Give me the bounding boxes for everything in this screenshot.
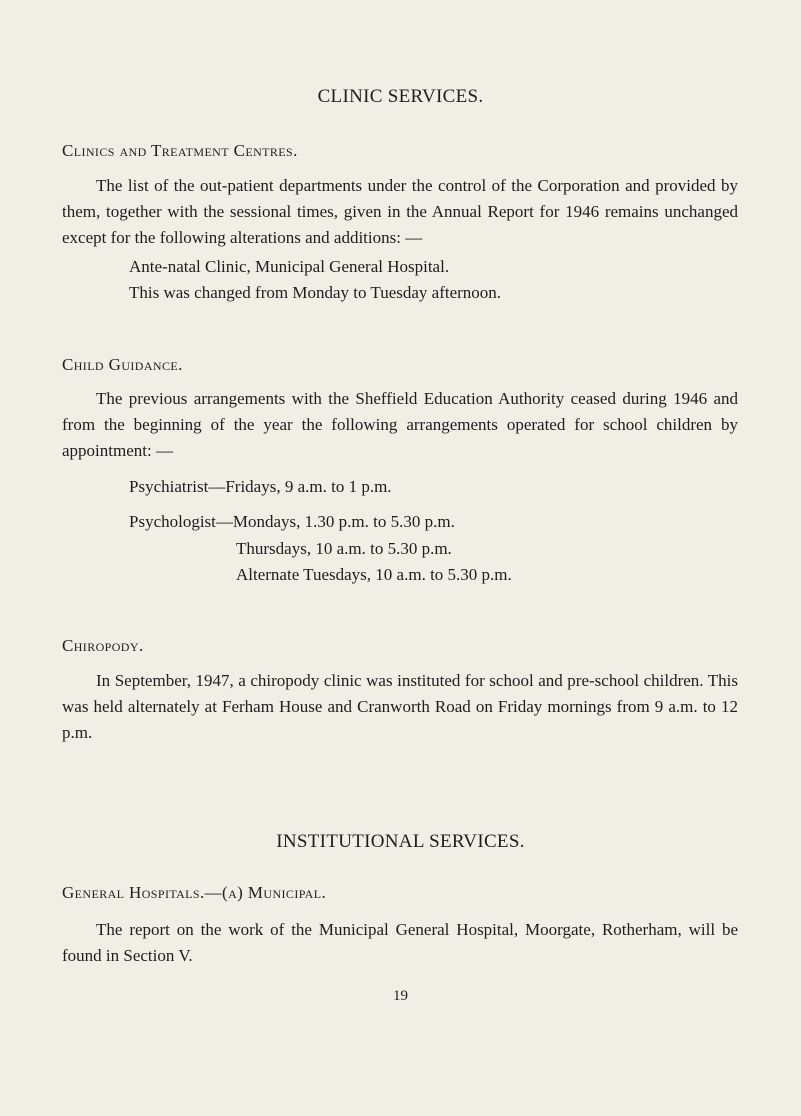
section-title-general-hospitals: General Hospitals.—(a) Municipal. <box>62 883 327 902</box>
line-ante-natal-clinic: Ante-natal Clinic, Municipal General Hospital. <box>129 257 450 276</box>
section-title-child-guidance: Child Guidance. <box>62 355 183 374</box>
paragraph-chiropody: In September, 1947, a chiropody clinic was instituted for school and pre-school children. This was held alternately at Ferham House and Cranworth Road on Friday mornings from 9 a.m. to 12 p.m. <box>62 671 738 742</box>
line-changed-day: This was changed from Monday to Tuesday afternoon. <box>129 283 502 302</box>
line-alternate-tuesdays: Alternate Tuesdays, 10 a.m. to 5.30 p.m. <box>236 565 512 584</box>
line-thursdays: Thursdays, 10 a.m. to 5.30 p.m. <box>236 539 452 558</box>
section-title-clinics: Clinics and Treatment Centres. <box>62 141 298 160</box>
line-psychologist: Psychologist—Mondays, 1.30 p.m. to 5.30 p.m. <box>129 512 455 531</box>
line-psychiatrist: Psychiatrist—Fridays, 9 a.m. to 1 p.m. <box>129 477 392 496</box>
paragraph-child-guidance: The previous arrangements with the Sheffield Education Authority ceased during 1946 and from the beginning of the year the following arrangements operated for school children by appointment: — <box>62 389 738 460</box>
section-title-chiropody: Chiropody. <box>62 636 144 655</box>
heading-institutional-services: INSTITUTIONAL SERVICES. <box>276 831 525 852</box>
paragraph-clinics: The list of the out-patient departments under the control of the Corporation and provided by them, together with the sessional times, given in the Annual Report for 1946 remains unchanged except for the following alterations and additions: — <box>62 176 738 247</box>
page-number: 19 <box>393 988 408 1004</box>
heading-clinic-services: CLINIC SERVICES. <box>317 86 484 107</box>
paragraph-general-hospitals: The report on the work of the Municipal General Hospital, Moorgate, Rotherham, will be found in Section V. <box>62 920 738 965</box>
